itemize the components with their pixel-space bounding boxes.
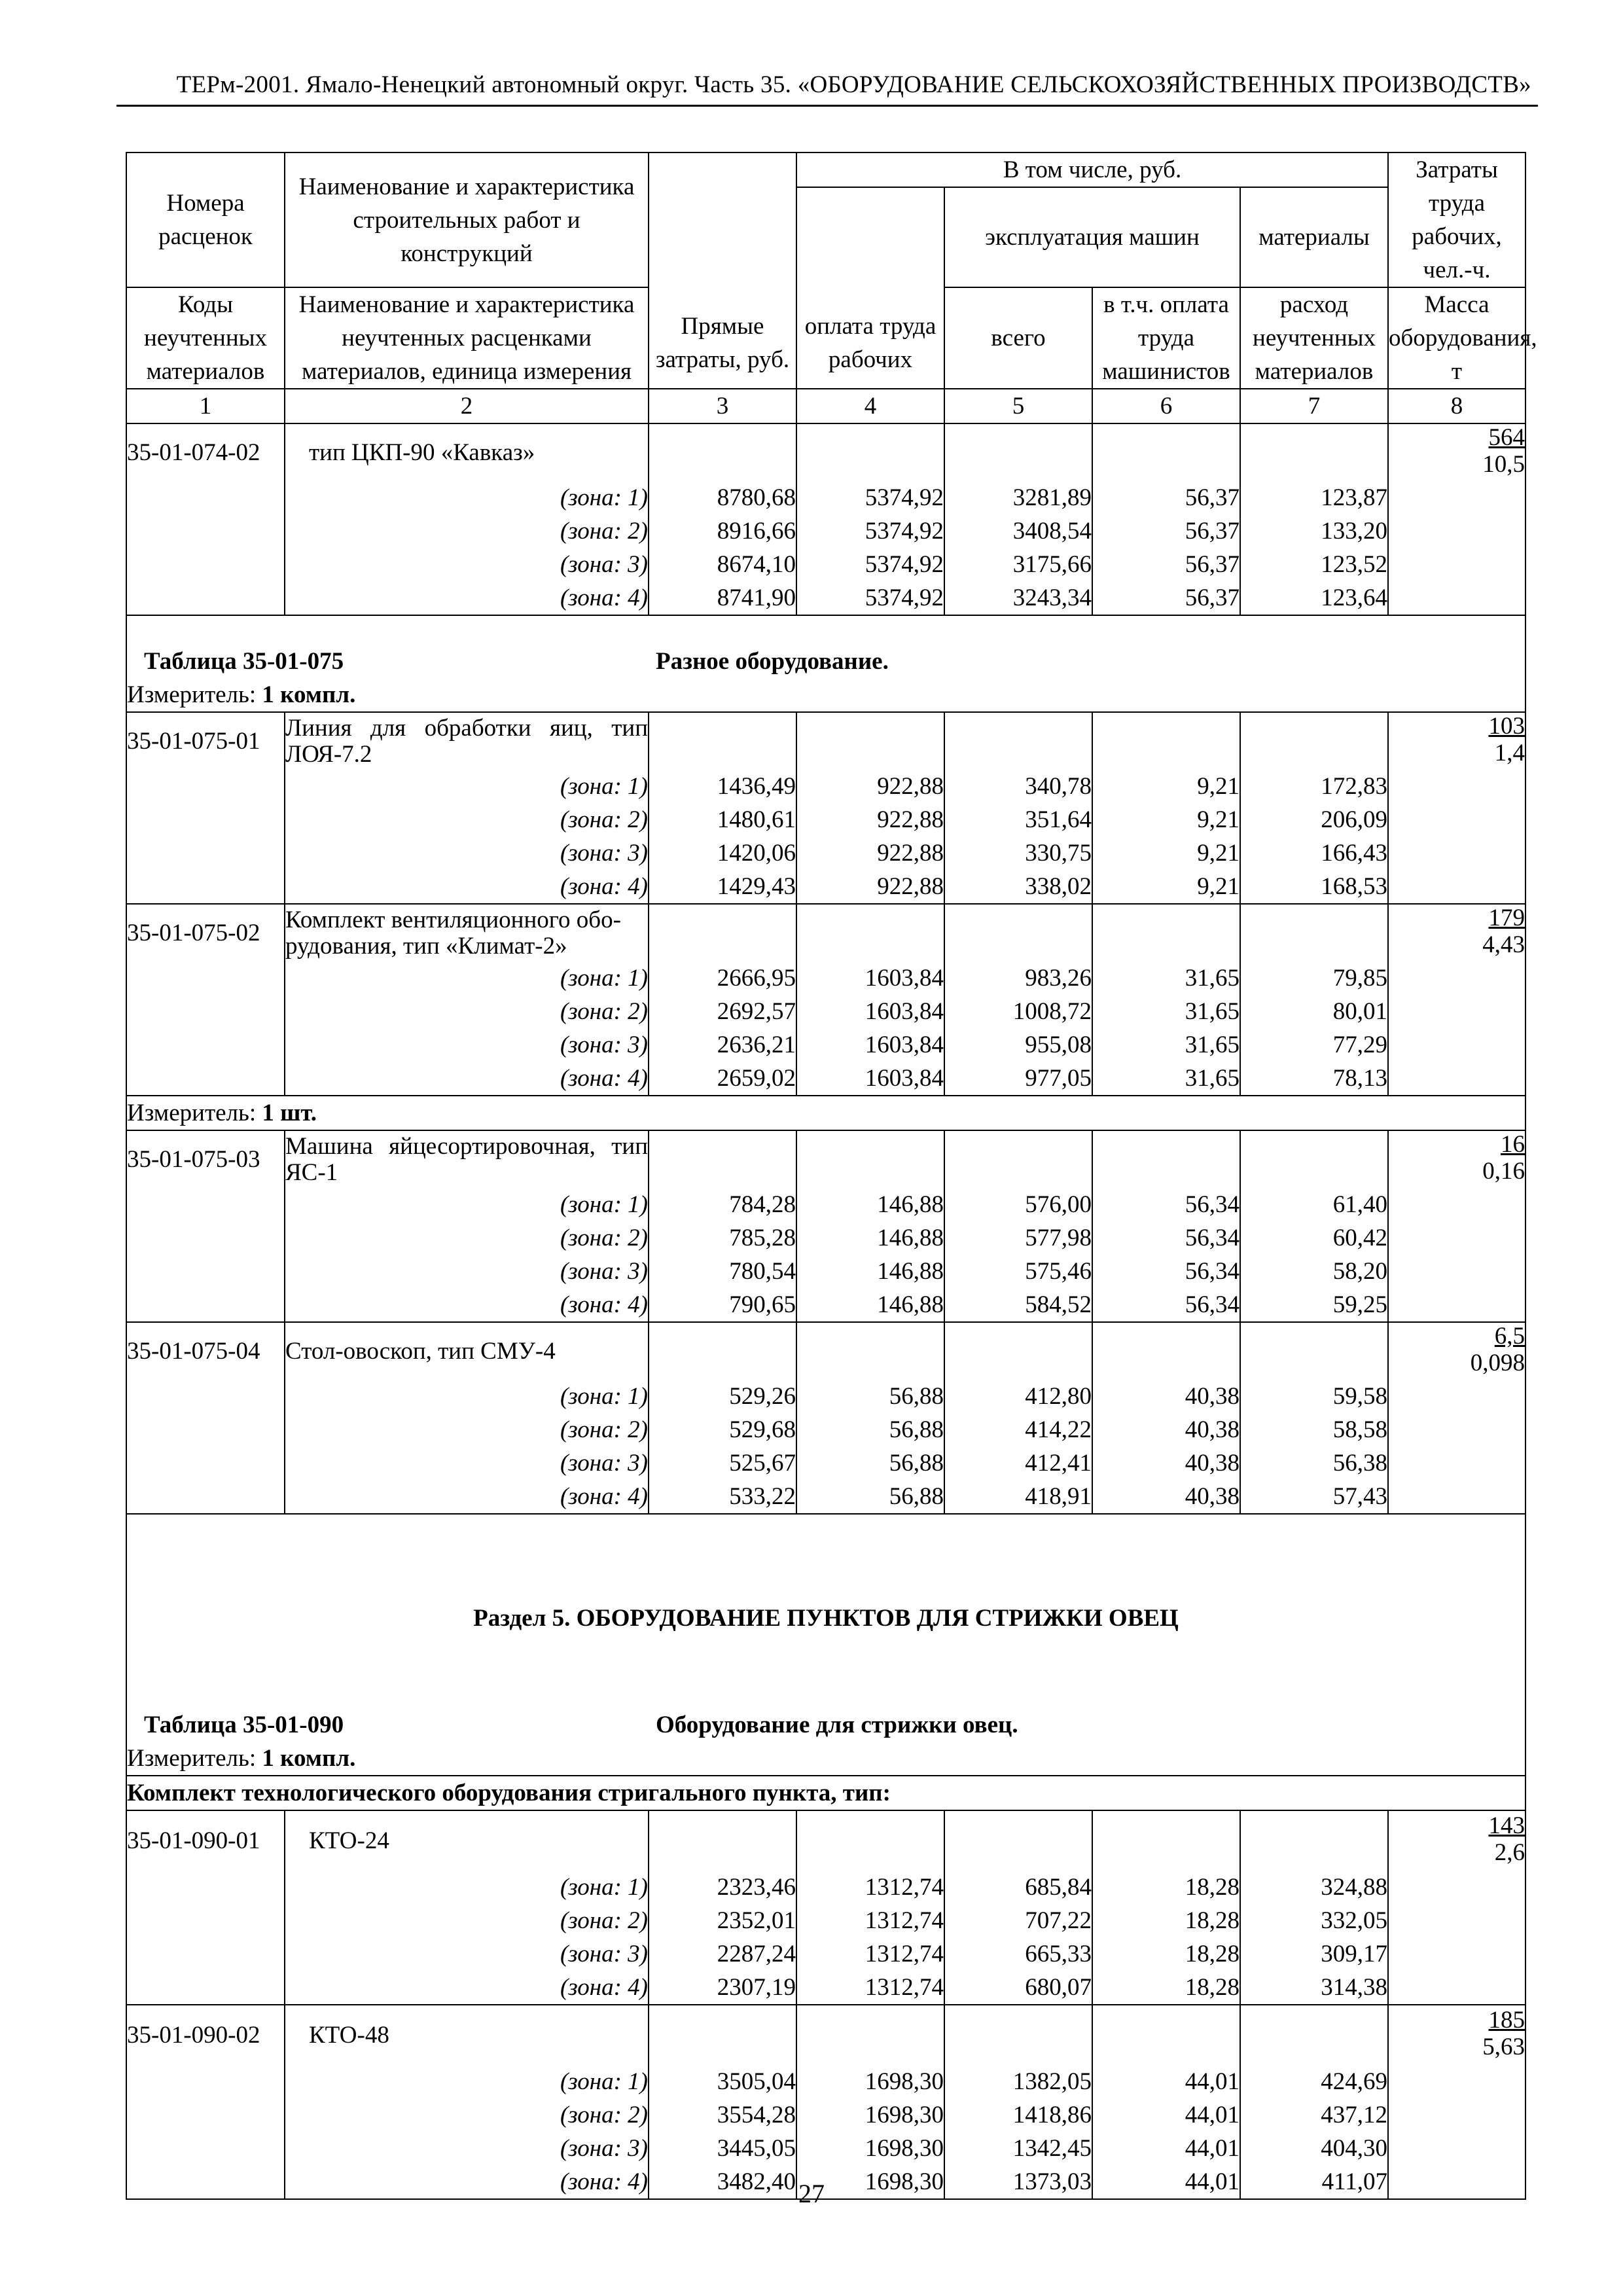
running-head: ТЕРм-2001. Ямало-Ненецкий автономный округ. Часть 35. «ОБОРУДОВАНИЕ СЕЛЬСКОХОЗЯЙСТВЕННЫХ ПРОИЗВОДСТВ» [176,71,1531,98]
machine-total: 3408,54 [944,514,1092,548]
direct-cost: 8674,10 [649,548,796,581]
labor-value: 179 [1488,905,1525,931]
materials-cost: 61,40 [1240,1188,1388,1221]
machinist-pay: 40,38 [1092,1480,1240,1514]
worker-pay: 146,88 [796,1288,944,1322]
machinist-pay: 44,01 [1092,2132,1240,2165]
labor-value: 143 [1488,1812,1525,1839]
machinist-pay: 31,65 [1092,1062,1240,1096]
materials-cost: 123,87 [1240,481,1388,514]
materials-cost: 78,13 [1240,1062,1388,1096]
col-number: 2 [285,389,649,423]
table-number: Таблица 35-01-090 [144,1712,344,1738]
col-number: 4 [796,389,944,423]
machine-total: 412,41 [944,1446,1092,1480]
zone-label: (зона: 4) [560,1291,648,1318]
materials-cost: 404,30 [1240,2132,1388,2165]
worker-pay: 922,88 [796,803,944,836]
materials-cost: 332,05 [1240,1904,1388,1937]
rate-code: 35-01-075-04 [126,1322,285,1380]
measure-prefix: Измеритель: [127,681,257,708]
materials-cost: 424,69 [1240,2065,1388,2098]
machine-total: 575,46 [944,1255,1092,1288]
direct-cost: 790,65 [649,1288,796,1322]
direct-cost: 3505,04 [649,2065,796,2098]
labor-mass [1482,905,1525,958]
machinist-pay: 31,65 [1092,961,1240,995]
machine-total: 983,26 [944,961,1092,995]
worker-pay: 922,88 [796,836,944,870]
rate-code: 35-01-075-02 [126,904,285,961]
zone-label: (зона: 4) [560,2168,648,2195]
direct-cost: 1429,43 [649,870,796,904]
worker-pay: 1698,30 [796,2132,944,2165]
direct-cost: 529,68 [649,1413,796,1446]
worker-pay: 56,88 [796,1380,944,1413]
machinist-pay: 56,37 [1092,514,1240,548]
machine-total: 707,22 [944,1904,1092,1937]
table-name: Разное оборудование. [656,648,889,675]
labor-mass [1482,424,1525,478]
table-title-075 [126,615,1525,678]
materials-cost: 60,42 [1240,1221,1388,1255]
measure-line [126,678,1525,712]
section-title: Раздел 5. ОБОРУДОВАНИЕ ПУНКТОВ ДЛЯ СТРИЖКИ ОВЕЦ [126,1514,1525,1683]
header-work-name: Наименование и характеристика строительных работ и конструкций [285,152,649,287]
materials-cost: 172,83 [1240,770,1388,803]
direct-cost: 780,54 [649,1255,796,1288]
worker-pay: 56,88 [796,1413,944,1446]
labor-value: 103 [1488,713,1525,740]
direct-cost: 3482,40 [649,2165,796,2199]
worker-pay: 5374,92 [796,481,944,514]
machine-total: 3175,66 [944,548,1092,581]
header-material-codes: Коды неучтенных материалов [126,287,285,389]
header-worker-pay: оплата труда рабочих [796,187,944,389]
machinist-pay: 44,01 [1092,2165,1240,2199]
worker-pay: 922,88 [796,870,944,904]
worker-pay: 1603,84 [796,1028,944,1062]
direct-cost: 2636,21 [649,1028,796,1062]
worker-pay: 56,88 [796,1480,944,1514]
header-including: В том числе, руб. [796,152,1388,187]
machine-total: 685,84 [944,1871,1092,1904]
rate-name: тип ЦКП-90 «Кавказ» [285,423,649,481]
page-number: 27 [798,2179,825,2208]
materials-cost: 77,29 [1240,1028,1388,1062]
zone-label: (зона: 2) [560,1416,648,1443]
materials-cost: 123,64 [1240,581,1388,615]
materials-cost: 80,01 [1240,995,1388,1028]
rate-name: Машина яйцесортировочная, тип ЯС-1 [285,1132,648,1186]
machine-total: 1008,72 [944,995,1092,1028]
zone-label: (зона: 3) [560,551,648,578]
rate-name [285,904,649,961]
machine-total: 3281,89 [944,481,1092,514]
rate-code: 35-01-090-02 [126,2005,285,2065]
machine-total: 3243,34 [944,581,1092,615]
machinist-pay: 31,65 [1092,1028,1240,1062]
machine-total: 340,78 [944,770,1092,803]
labor-value: 16 [1501,1131,1525,1158]
worker-pay: 922,88 [796,770,944,803]
rate-code: 35-01-075-01 [126,712,285,770]
materials-cost: 79,85 [1240,961,1388,995]
machinist-pay: 56,34 [1092,1221,1240,1255]
machinist-pay: 56,34 [1092,1188,1240,1221]
mass-value: 0,16 [1482,1158,1525,1185]
zone-label: (зона: 2) [560,518,648,545]
table-number: Таблица 35-01-075 [144,648,344,675]
machinist-pay: 56,37 [1092,581,1240,615]
direct-cost: 525,67 [649,1446,796,1480]
labor-mass [1482,2007,1525,2060]
col-number: 5 [944,389,1092,423]
mass-value: 5,63 [1482,2034,1525,2060]
zone-label: (зона: 1) [560,2068,648,2095]
materials-cost: 59,58 [1240,1380,1388,1413]
labor-mass [1482,1131,1525,1185]
direct-cost: 3445,05 [649,2132,796,2165]
direct-cost: 2692,57 [649,995,796,1028]
worker-pay: 1603,84 [796,961,944,995]
rate-name: Линия для обработки яиц, тип ЛОЯ-7.2 [285,714,648,768]
materials-cost: 58,58 [1240,1413,1388,1446]
machine-total: 576,00 [944,1188,1092,1221]
direct-cost: 1480,61 [649,803,796,836]
rate-name-line-2: рудования, тип «Климат-2» [285,932,567,960]
direct-cost: 8780,68 [649,481,796,514]
zone-label: (зона: 4) [560,1974,648,2001]
machine-total: 418,91 [944,1480,1092,1514]
machinist-pay: 18,28 [1092,1937,1240,1971]
zone-label: (зона: 3) [560,1941,648,1967]
materials-cost: 56,38 [1240,1446,1388,1480]
measure-unit: 1 компл. [262,1745,356,1772]
zone-label: (зона: 1) [560,1191,648,1218]
machine-total: 1418,86 [944,2098,1092,2132]
zone-label: (зона: 3) [560,840,648,867]
machinist-pay: 40,38 [1092,1380,1240,1413]
worker-pay: 1312,74 [796,1937,944,1971]
worker-pay: 1312,74 [796,1904,944,1937]
worker-pay: 5374,92 [796,548,944,581]
direct-cost: 3554,28 [649,2098,796,2132]
machinist-pay: 9,21 [1092,770,1240,803]
header-labor-costs: Затраты труда рабочих, чел.-ч. [1388,152,1525,287]
header-equipment-mass: Масса оборудования, т [1388,287,1525,389]
materials-cost: 314,38 [1240,1971,1388,2005]
direct-cost: 8916,66 [649,514,796,548]
labor-value: 185 [1488,2007,1525,2034]
col-number: 3 [649,389,796,423]
zone-label: (зона: 3) [560,1031,648,1058]
header-direct-costs: Прямые затраты, руб. [649,152,796,389]
machinist-pay: 44,01 [1092,2065,1240,2098]
machinist-pay: 18,28 [1092,1904,1240,1937]
mass-value: 1,4 [1494,740,1525,766]
worker-pay: 1312,74 [796,1971,944,2005]
direct-cost: 2352,01 [649,1904,796,1937]
machinist-pay: 18,28 [1092,1871,1240,1904]
worker-pay: 1698,30 [796,2165,944,2199]
direct-cost: 2659,02 [649,1062,796,1096]
col-number: 7 [1240,389,1388,423]
table-name: Оборудование для стрижки овец. [656,1712,1018,1738]
direct-cost: 8741,90 [649,581,796,615]
machinist-pay: 18,28 [1092,1971,1240,2005]
machine-total: 955,08 [944,1028,1092,1062]
machine-total: 1373,03 [944,2165,1092,2199]
worker-pay: 146,88 [796,1188,944,1221]
zone-label: (зона: 4) [560,1483,648,1510]
machine-total: 412,80 [944,1380,1092,1413]
header-machinist-pay: в т.ч. оплата труда машинистов [1092,287,1240,389]
col-number: 8 [1388,389,1525,423]
materials-cost: 437,12 [1240,2098,1388,2132]
direct-cost: 2323,46 [649,1871,796,1904]
materials-cost: 57,43 [1240,1480,1388,1514]
machinist-pay: 9,21 [1092,836,1240,870]
zone-label: (зона: 4) [560,584,648,611]
machine-total: 338,02 [944,870,1092,904]
zone-label: (зона: 1) [560,773,648,800]
measure-unit: 1 шт. [262,1100,317,1126]
direct-cost: 2666,95 [649,961,796,995]
worker-pay: 5374,92 [796,581,944,615]
header-total: всего [944,287,1092,389]
zone-label: (зона: 2) [560,1907,648,1934]
machine-total: 665,33 [944,1937,1092,1971]
zone-label: (зона: 1) [560,1383,648,1410]
machine-total: 584,52 [944,1288,1092,1322]
zone-label: (зона: 4) [560,873,648,900]
col-number: 6 [1092,389,1240,423]
materials-cost: 324,88 [1240,1871,1388,1904]
machinist-pay: 9,21 [1092,870,1240,904]
rate-name: КТО-24 [285,1810,649,1871]
labor-mass [1471,1323,1525,1376]
materials-cost: 411,07 [1240,2165,1388,2199]
mass-value: 0,098 [1470,1350,1525,1376]
mass-value: 4,43 [1482,931,1525,958]
machine-total: 1342,45 [944,2132,1092,2165]
rate-name: КТО-48 [285,2005,649,2065]
machine-total: 577,98 [944,1221,1092,1255]
direct-cost: 1420,06 [649,836,796,870]
worker-pay: 1312,74 [796,1871,944,1904]
price-table [126,152,1537,2200]
machinist-pay: 9,21 [1092,803,1240,836]
materials-cost: 309,17 [1240,1937,1388,1971]
direct-cost: 2287,24 [649,1937,796,1971]
worker-pay: 146,88 [796,1255,944,1288]
machine-total: 414,22 [944,1413,1092,1446]
zone-label: (зона: 2) [560,1225,648,1251]
machinist-pay: 56,37 [1092,548,1240,581]
direct-cost: 529,26 [649,1380,796,1413]
header-rate-numbers: Номера расценок [126,152,285,287]
machinist-pay: 44,01 [1092,2098,1240,2132]
zone-label: (зона: 3) [560,1450,648,1477]
direct-cost: 533,22 [649,1480,796,1514]
labor-value: 6,5 [1494,1323,1525,1350]
zone-label: (зона: 3) [560,2135,648,2162]
machinist-pay: 31,65 [1092,995,1240,1028]
measure-prefix: Измеритель: [127,1100,257,1126]
materials-cost: 168,53 [1240,870,1388,904]
machinist-pay: 40,38 [1092,1413,1240,1446]
machinist-pay: 56,34 [1092,1255,1240,1288]
materials-cost: 59,25 [1240,1288,1388,1322]
header-material-names: Наименование и характеристика неучтенных расценками материалов, единица измерения [285,287,649,389]
header-material-consumption: расход неучтенных материалов [1240,287,1388,389]
worker-pay: 5374,92 [796,514,944,548]
zone-label: (зона: 4) [560,1065,648,1092]
header-rule [116,105,1538,107]
machine-total: 680,07 [944,1971,1092,2005]
rate-code: 35-01-090-01 [126,1810,285,1871]
worker-pay: 1603,84 [796,995,944,1028]
header-materials: материалы [1240,187,1388,287]
col-number: 1 [126,389,285,423]
direct-cost: 784,28 [649,1188,796,1221]
worker-pay: 56,88 [796,1446,944,1480]
rate-code: 35-01-074-02 [126,423,285,481]
machinist-pay: 56,37 [1092,481,1240,514]
worker-pay: 146,88 [796,1221,944,1255]
measure-prefix: Измеритель: [127,1745,257,1772]
materials-cost: 206,09 [1240,803,1388,836]
materials-cost: 133,20 [1240,514,1388,548]
labor-value: 564 [1488,424,1525,451]
machine-total: 1382,05 [944,2065,1092,2098]
worker-pay: 1698,30 [796,2065,944,2098]
worker-pay: 1698,30 [796,2098,944,2132]
machinist-pay: 56,34 [1092,1288,1240,1322]
direct-cost: 2307,19 [649,1971,796,2005]
group-title: Комплект технологического оборудования стригального пункта, тип: [126,1776,1525,1810]
header-machine-operation: эксплуатация машин [944,187,1240,287]
rate-name-line-1: Комплект вентиляционного обо- [285,906,621,933]
mass-value: 2,6 [1494,1839,1525,1866]
materials-cost: 123,52 [1240,548,1388,581]
direct-cost: 785,28 [649,1221,796,1255]
zone-label: (зона: 1) [560,484,648,511]
zone-label: (зона: 1) [560,965,648,992]
measure-line [126,1742,1525,1776]
rate-name: Стол-овоскоп, тип СМУ-4 [285,1322,649,1380]
worker-pay: 1603,84 [796,1062,944,1096]
zone-label: (зона: 3) [560,1258,648,1285]
materials-cost: 166,43 [1240,836,1388,870]
labor-mass [1489,1812,1525,1866]
rate-code: 35-01-075-03 [126,1130,285,1188]
direct-cost: 1436,49 [649,770,796,803]
mass-value: 10,5 [1482,451,1525,478]
machinist-pay: 40,38 [1092,1446,1240,1480]
measure-line [126,1096,1525,1130]
machine-total: 977,05 [944,1062,1092,1096]
table-title-090 [126,1683,1525,1742]
zone-label: (зона: 1) [560,1874,648,1901]
machine-total: 330,75 [944,836,1092,870]
zone-label: (зона: 2) [560,998,648,1025]
measure-unit: 1 компл. [262,681,356,708]
zone-label: (зона: 2) [560,806,648,833]
zone-label: (зона: 2) [560,2102,648,2128]
labor-mass [1489,713,1525,766]
machine-total: 351,64 [944,803,1092,836]
materials-cost: 58,20 [1240,1255,1388,1288]
